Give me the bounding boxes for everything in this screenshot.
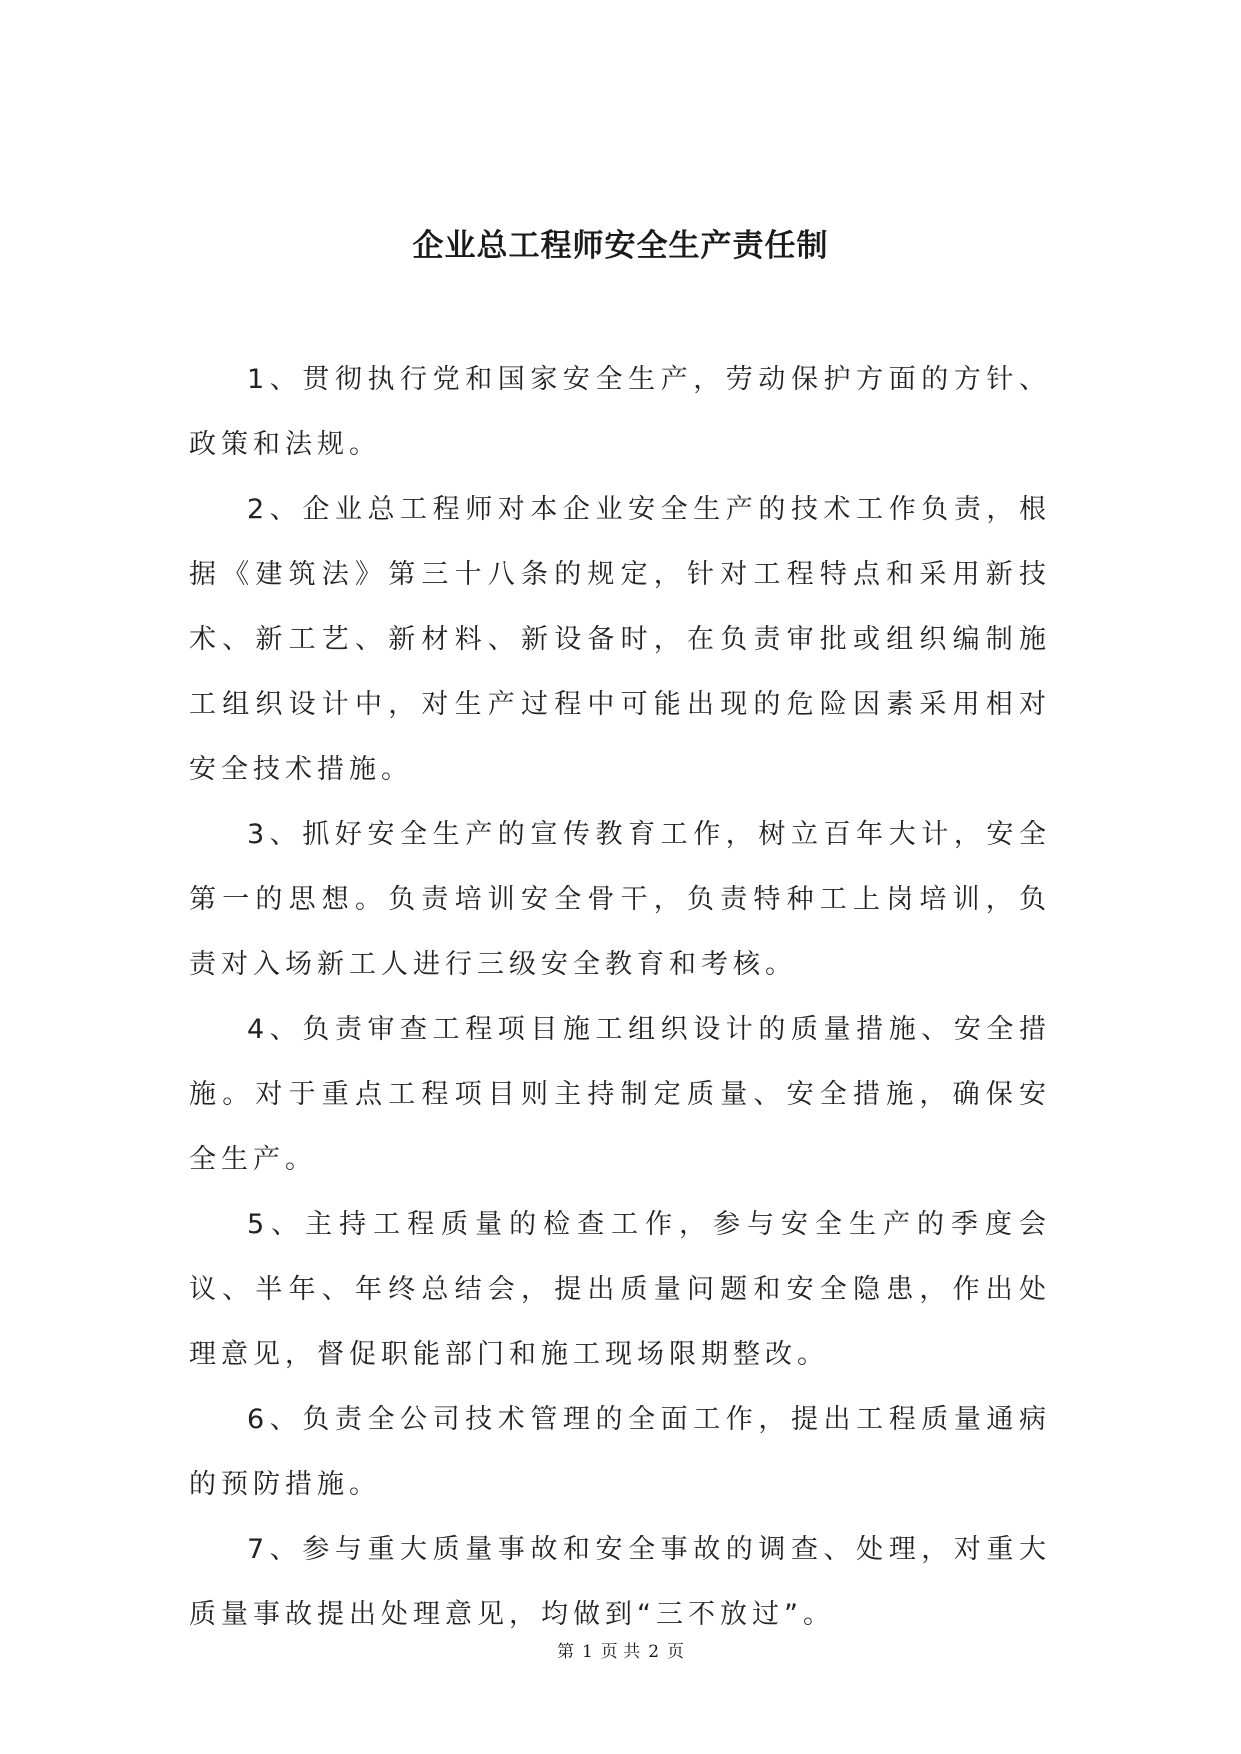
paragraph-3: 3、抓好安全生产的宣传教育工作，树立百年大计，安全第一的思想。负责培训安全骨干，负责特种工上岗培训，负责对入场新工人进行三级安全教育和考核。 xyxy=(189,819,1051,980)
paragraph-6: 6、负责全公司技术管理的全面工作，提出工程质量通病的预防措施。 xyxy=(189,1404,1051,1500)
paragraph-2: 2、企业总工程师对本企业安全生产的技术工作负责，根据《建筑法》第三十八条的规定，针对工程特点和采用新技术、新工艺、新材料、新设备时，在负责审批或组织编制施工组织设计中，对生产过程中可能出现的危险因素采用相对安全技术措施。 xyxy=(189,494,1051,785)
paragraph-7: 7、参与重大质量事故和安全事故的调查、处理，对重大质量事故提出处理意见，均做到“三不放过”。 xyxy=(189,1534,1051,1630)
footer-total-pages: 2 xyxy=(648,1642,660,1662)
paragraph-1: 1、贯彻执行党和国家安全生产，劳动保护方面的方针、政策和法规。 xyxy=(189,364,1051,460)
paragraph-4: 4、负责审查工程项目施工组织设计的质量措施、安全措施。对于重点工程项目则主持制定质量、安全措施，确保安全生产。 xyxy=(189,1014,1051,1175)
document-body xyxy=(189,347,1051,1647)
footer-prefix: 第 xyxy=(556,1642,574,1662)
paragraph-5: 5、主持工程质量的检查工作，参与安全生产的季度会议、半年、年终总结会，提出质量问题和安全隐患，作出处理意见，督促职能部门和施工现场限期整改。 xyxy=(189,1209,1051,1370)
document-title: 企业总工程师安全生产责任制 xyxy=(412,228,829,264)
footer-current-page: 1 xyxy=(581,1642,593,1662)
footer-middle: 页 共 xyxy=(600,1642,641,1662)
footer-suffix: 页 xyxy=(667,1642,685,1662)
page-footer xyxy=(0,1640,1241,1664)
